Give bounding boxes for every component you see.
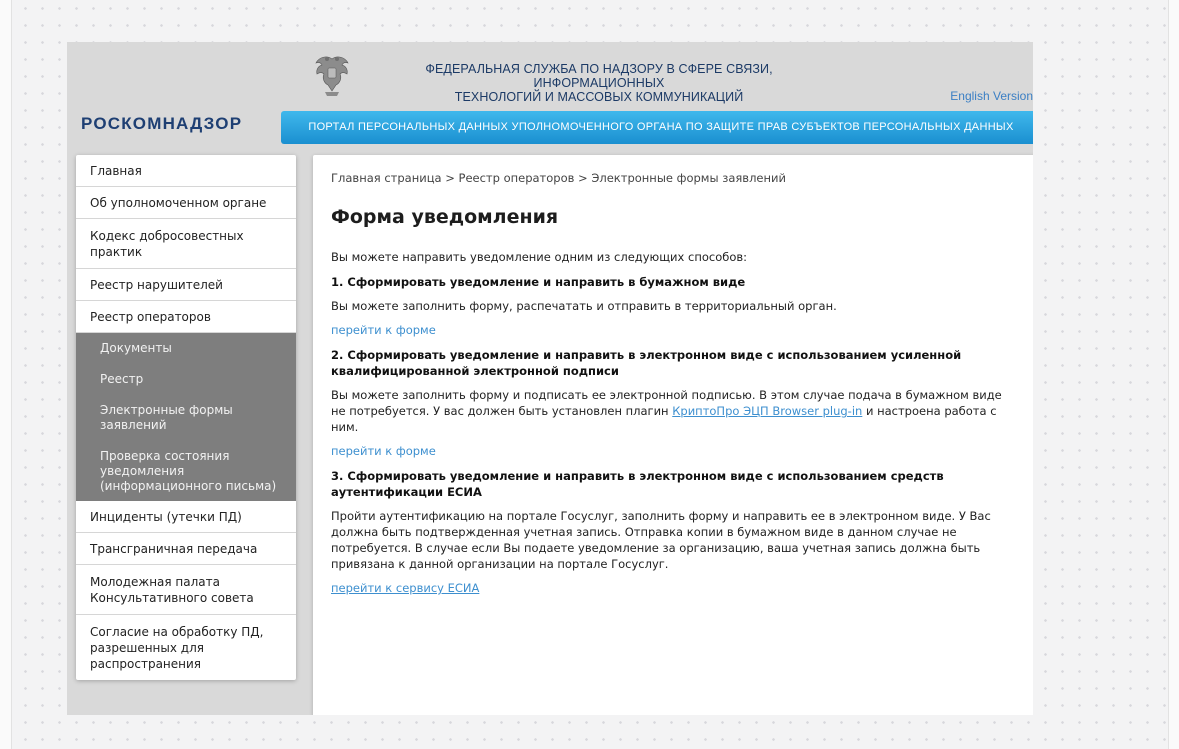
sidebar-item-code-of-practice[interactable]: Кодекс добросовестных практик: [76, 219, 296, 269]
brand-logo-text: РОСКОМНАДЗОР: [81, 114, 243, 133]
option1-form-link[interactable]: перейти к форме: [331, 323, 436, 337]
option1-heading: 1. Сформировать уведомление и направить в бумажном виде: [331, 275, 746, 289]
window-frame-right: [1168, 0, 1179, 749]
sidebar-menu: [76, 155, 296, 680]
breadcrumb: Главная страница > Реестр операторов > Электронные формы заявлений: [331, 171, 786, 185]
sidebar-subitem-registry[interactable]: Реестр: [100, 372, 144, 386]
main-content: [313, 155, 1033, 715]
option3-heading: 3. Сформировать уведомление и направить в электронном виде с использованием средств аутентификации ЕСИА: [331, 469, 944, 499]
sidebar-item-violators-registry[interactable]: Реестр нарушителей: [76, 269, 296, 301]
page: [67, 42, 1033, 715]
sidebar-item-cross-border[interactable]: Трансграничная передача: [76, 533, 296, 565]
option2-text: [331, 387, 1011, 435]
sidebar-item-home[interactable]: Главная: [76, 155, 296, 187]
option2-heading: 2. Сформировать уведомление и направить в электронном виде с использованием усиленной квалифицированной электронной подписи: [331, 348, 962, 378]
option1-text: Вы можете заполнить форму, распечатать и отправить в территориальный орган.: [331, 299, 837, 313]
page-title: Форма уведомления: [331, 206, 559, 228]
cryptopro-plugin-link[interactable]: КриптоПро ЭЦП Browser plug-in: [672, 404, 863, 418]
sidebar-item-incidents[interactable]: Инциденты (утечки ПД): [76, 501, 296, 533]
sidebar-item-about[interactable]: Об уполномоченном органе: [76, 187, 296, 219]
coat-of-arms-icon: [313, 53, 351, 97]
portal-banner: ПОРТАЛ ПЕРСОНАЛЬНЫХ ДАННЫХ УПОЛНОМОЧЕННОГО ОРГАНА ПО ЗАЩИТЕ ПРАВ СУБЪЕКТОВ ПЕРСОНАЛЬНЫХ ДАННЫХ: [281, 111, 1033, 144]
sidebar-submenu: [76, 333, 296, 501]
sidebar-subitem-electronic-forms[interactable]: Электронные формы заявлений: [100, 403, 233, 432]
sidebar-subitem-status-check[interactable]: Проверка состояния уведомления (информационного письма): [100, 449, 277, 493]
intro-text: Вы можете направить уведомление одним из следующих способов:: [331, 250, 748, 264]
sidebar-subitem-documents[interactable]: Документы: [100, 341, 172, 355]
window-frame-left: [0, 0, 12, 749]
option2-form-link[interactable]: перейти к форме: [331, 444, 436, 458]
english-version-link[interactable]: English Version: [950, 89, 1033, 103]
sidebar-item-consent[interactable]: Согласие на обработку ПД, разрешенных для распространения: [90, 625, 264, 671]
agency-name-line1: ФЕДЕРАЛЬНАЯ СЛУЖБА ПО НАДЗОРУ В СФЕРЕ СВЯЗИ, ИНФОРМАЦИОННЫХ: [425, 62, 773, 90]
option3-text: Пройти аутентификацию на портале Госуслуг, заполнить форму и направить ее в электронном виде. У Вас должна быть подтвержденная учетная запись. Отправка копии в бумажном виде в данном случае не потребуется. В случае если Вы подаете уведомление за организацию, ваша учетная запись должна быть привязана к данной организации на портале Госуслуг.: [331, 509, 991, 571]
sidebar-item-youth-chamber[interactable]: Молодежная палата Консультативного совета: [76, 565, 296, 615]
agency-name-line2: ТЕХНОЛОГИЙ И МАССОВЫХ КОММУНИКАЦИЙ: [454, 90, 744, 104]
esia-service-link[interactable]: перейти к сервису ЕСИА: [331, 581, 480, 595]
sidebar-item-operators-registry[interactable]: Реестр операторов: [76, 301, 296, 333]
agency-name: [359, 62, 839, 104]
option2-text-after: и настроена работа с ним.: [331, 404, 997, 434]
option2-text-before: Вы можете заполнить форму и подписать ее электронной подписью. В этом случае подача в бумажном виде не потребуется. У вас должен быть установлен плагин: [331, 388, 1002, 418]
